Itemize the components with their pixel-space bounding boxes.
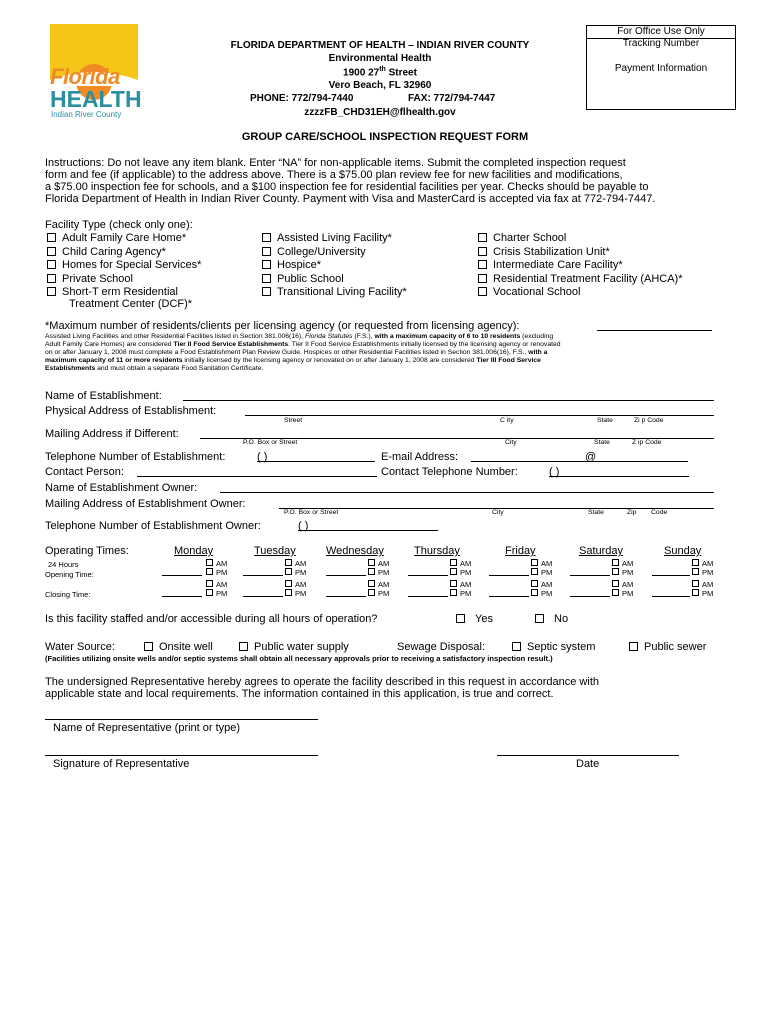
checkbox[interactable] — [285, 568, 292, 575]
day-friday: Friday — [505, 545, 536, 557]
checkbox[interactable] — [478, 233, 487, 242]
email-field[interactable] — [471, 461, 688, 462]
time-field[interactable] — [243, 596, 283, 597]
pm-label: PM — [622, 589, 634, 598]
checkbox[interactable] — [285, 559, 292, 566]
am-option[interactable] — [450, 559, 471, 568]
am-option[interactable] — [531, 559, 552, 568]
logo-county: Indian River County — [51, 110, 122, 119]
agreement-line-1: The undersigned Representative hereby agrees to operate the facility described in this request in accordance with — [45, 676, 599, 688]
facility-label: Intermediate Care Facility* — [493, 259, 623, 271]
facility-label: Charter School — [493, 232, 567, 244]
yes-label: Yes — [475, 613, 493, 625]
pm-label: PM — [295, 589, 307, 598]
facility-label: Assisted Living Facility* — [277, 232, 392, 244]
header-city: Vero Beach, FL 32960 — [328, 80, 432, 91]
am-option[interactable] — [285, 580, 306, 589]
note-bold: Establishments — [45, 365, 96, 372]
checkbox[interactable] — [368, 559, 375, 566]
facility-option-residential-treatment[interactable] — [478, 273, 683, 285]
am-option[interactable] — [285, 559, 306, 568]
facility-label: Hospice* — [277, 259, 322, 271]
pm-option[interactable] — [206, 568, 227, 577]
am-label: AM — [622, 580, 634, 589]
am-label: AM — [460, 580, 472, 589]
checkbox[interactable] — [47, 260, 56, 269]
header-email: zzzzFB_CHD31EH@flhealth.gov — [304, 107, 456, 118]
water-public-option[interactable] — [239, 641, 349, 653]
am-label: AM — [541, 580, 553, 589]
water-onsite-option[interactable] — [144, 641, 213, 653]
checkbox[interactable] — [206, 589, 213, 596]
day-tuesday: Tuesday — [254, 545, 296, 557]
pm-label: PM — [622, 568, 634, 577]
pm-option[interactable] — [206, 589, 227, 598]
date-field[interactable] — [497, 755, 679, 756]
sewage-septic-option[interactable] — [512, 641, 595, 653]
email-label: E-mail Address: — [381, 451, 459, 463]
am-label: AM — [378, 559, 390, 568]
checkbox[interactable] — [478, 260, 487, 269]
contact-person-field[interactable] — [137, 476, 377, 477]
header-address-street: Street — [385, 67, 417, 79]
checkbox[interactable] — [47, 247, 56, 256]
checkbox[interactable] — [531, 589, 538, 596]
physical-state-caption: State — [597, 417, 613, 424]
am-option[interactable] — [692, 559, 713, 568]
note-text: initially licensed by the licensing agency or renovated on or after January 1, 2008 are considered — [182, 357, 477, 364]
sewage-label: Sewage Disposal: — [397, 641, 486, 653]
checkbox[interactable] — [262, 287, 271, 296]
mailing-address-label: Mailing Address if Different: — [45, 428, 179, 440]
sewage-public-option[interactable] — [629, 641, 706, 653]
pm-label: PM — [378, 589, 390, 598]
checkbox[interactable] — [368, 580, 375, 587]
checkbox[interactable] — [450, 589, 457, 596]
mailing-po-caption: P.O. Box or Street — [243, 439, 298, 446]
am-option[interactable] — [368, 580, 389, 589]
representative-signature-field[interactable] — [45, 755, 318, 756]
instructions-line-2: form and fee (if applicable) to the address above. There is a $75.00 plan review fee for new facilities and modifications, — [45, 169, 623, 181]
time-field[interactable] — [489, 596, 529, 597]
am-option[interactable] — [612, 559, 633, 568]
facility-heading: Facility Type (check only one): — [45, 219, 193, 231]
max-residents-label: *Maximum number of residents/clients per licensing agency (or requested from licensing agency): — [45, 320, 520, 332]
checkbox[interactable] — [612, 580, 619, 587]
am-label: AM — [216, 580, 228, 589]
checkbox[interactable] — [629, 642, 638, 651]
pm-label: PM — [541, 589, 553, 598]
logo-health: HEALTH — [50, 86, 142, 112]
owner-telephone-field[interactable] — [298, 530, 438, 531]
checkbox[interactable] — [531, 568, 538, 575]
agreement-line-2: applicable state and local requirements. The information contained in this application, is true and correct. — [45, 688, 554, 700]
mailing-zip-caption: Z ip Code — [632, 439, 662, 446]
header-address — [180, 66, 580, 78]
facility-option-private-school[interactable] — [47, 273, 133, 285]
pm-label: PM — [702, 568, 714, 577]
checkbox[interactable] — [239, 642, 248, 651]
pm-option[interactable] — [531, 568, 552, 577]
physical-zip-caption: Zi p Code — [634, 417, 664, 424]
header-phone: PHONE: 772/794-7440 — [250, 93, 354, 104]
day-saturday: Saturday — [579, 545, 624, 557]
pm-option[interactable] — [612, 589, 633, 598]
physical-address-field[interactable] — [245, 415, 714, 416]
owner-telephone-paren: ( ) — [298, 520, 309, 532]
physical-address-label: Physical Address of Establishment: — [45, 405, 217, 417]
name-establishment-label: Name of Establishment: — [45, 390, 162, 402]
am-option[interactable] — [692, 580, 713, 589]
mailing-state-caption: State — [594, 439, 610, 446]
checkbox[interactable] — [531, 559, 538, 566]
owner-po-caption: P.O. Box or Street — [284, 509, 339, 516]
day-sunday: Sunday — [664, 545, 702, 557]
note-bold: maximum capacity of 11 or more residents — [45, 357, 183, 364]
checkbox[interactable] — [456, 614, 465, 623]
header-fax: FAX: 772/794-7447 — [408, 93, 496, 104]
facility-label: Child Caring Agency* — [62, 246, 166, 258]
mailing-city-caption: City — [505, 439, 517, 446]
am-option[interactable] — [612, 580, 633, 589]
note-bold: Tier II Food Service Establishments — [173, 341, 289, 348]
form-title: GROUP CARE/SCHOOL INSPECTION REQUEST FORM — [241, 131, 529, 143]
staffed-no-option[interactable] — [535, 613, 568, 625]
checkbox[interactable] — [512, 642, 521, 651]
facility-label: Transitional Living Facility* — [277, 286, 407, 298]
am-label: AM — [541, 559, 553, 568]
am-option[interactable] — [531, 580, 552, 589]
facility-option-vocational[interactable] — [478, 286, 580, 298]
checkbox[interactable] — [262, 260, 271, 269]
staffed-question: Is this facility staffed and/or accessible during all hours of operation? — [45, 613, 378, 625]
pm-label: PM — [460, 589, 472, 598]
physical-street-caption: Street — [284, 417, 303, 424]
checkbox[interactable] — [262, 247, 271, 256]
time-field[interactable] — [326, 575, 366, 576]
pm-label: PM — [460, 568, 472, 577]
pm-option[interactable] — [368, 568, 389, 577]
am-label: AM — [702, 580, 714, 589]
facility-option-crisis[interactable] — [478, 246, 610, 258]
representative-signature-label: Signature of Representative — [53, 758, 190, 770]
am-label: AM — [702, 559, 714, 568]
header-dept: Environmental Health — [328, 53, 432, 64]
representative-name-label: Name of Representative (print or type) — [53, 722, 241, 734]
note-bold: with a maximum capacity of 6 to 10 residents — [374, 333, 521, 340]
physical-city-caption: C ity — [500, 417, 514, 424]
pm-label: PM — [378, 568, 390, 577]
note-bold: with a — [528, 349, 548, 356]
email-at: @ — [585, 451, 597, 463]
checkbox[interactable] — [531, 580, 538, 587]
checkbox[interactable] — [262, 274, 271, 283]
time-field[interactable] — [570, 575, 610, 576]
note-text: . Tier II Food Service Establishments initially licensed by the licensing agency or renovated — [288, 341, 561, 348]
time-field[interactable] — [489, 575, 529, 576]
note-italic: Florida Statutes — [304, 333, 353, 340]
am-label: AM — [378, 580, 390, 589]
checkbox[interactable] — [478, 274, 487, 283]
pm-option[interactable] — [692, 589, 713, 598]
pm-option[interactable] — [285, 589, 306, 598]
operating-times-label: Operating Times: — [45, 545, 129, 557]
checkbox[interactable] — [478, 287, 487, 296]
pm-option[interactable] — [368, 589, 389, 598]
note-text: (F.S.), — [352, 333, 375, 340]
checkbox[interactable] — [692, 568, 699, 575]
am-option[interactable] — [368, 559, 389, 568]
checkbox[interactable] — [450, 580, 457, 587]
pm-option[interactable] — [531, 589, 552, 598]
representative-name-field[interactable] — [45, 719, 318, 720]
day-monday: Monday — [174, 545, 214, 557]
facility-label: Vocational School — [493, 286, 581, 298]
facility-option-assisted-living[interactable] — [262, 232, 392, 244]
max-residents-field[interactable] — [597, 330, 712, 331]
facility-option-short-term[interactable] — [47, 286, 178, 298]
pm-label: PM — [216, 589, 228, 598]
am-option[interactable] — [450, 580, 471, 589]
note-text: Assisted Living Facilities and other Residential Facilities listed in Section 381.006(16), — [45, 333, 305, 340]
checkbox[interactable] — [368, 589, 375, 596]
closing-time-label: Closing Time: — [45, 590, 91, 599]
contact-person-label: Contact Person: — [45, 466, 124, 478]
am-label: AM — [295, 580, 307, 589]
facility-label: Crisis Stabilization Unit* — [493, 246, 610, 258]
owner-mailing-label: Mailing Address of Establishment Owner: — [45, 498, 246, 510]
instructions-line-4: Florida Department of Health in Indian River County. Payment with Visa and MasterCard is accepted via fax at 772-794-7447. — [45, 193, 656, 205]
checkbox[interactable] — [692, 589, 699, 596]
header-org: FLORIDA DEPARTMENT OF HEALTH – INDIAN RIVER COUNTY — [230, 40, 530, 51]
time-field[interactable] — [408, 575, 448, 576]
pm-label: PM — [702, 589, 714, 598]
am-label: AM — [460, 559, 472, 568]
time-field[interactable] — [243, 575, 283, 576]
checkbox[interactable] — [612, 568, 619, 575]
contact-telephone-field[interactable] — [549, 476, 689, 477]
name-establishment-field[interactable] — [183, 400, 714, 401]
am-option[interactable] — [206, 559, 227, 568]
checkbox[interactable] — [262, 233, 271, 242]
facility-option-charter[interactable] — [478, 232, 566, 244]
note-text: on or after January 1, 2008 must complete a Food Establishment Plan Review Guide. Hospices or other Residential Facilities listed in Section 381.006(16), F.S., — [45, 349, 529, 356]
opening-time-label: Opening Time: — [45, 570, 94, 579]
note-bold: Tier III Food Service — [476, 357, 541, 364]
facility-option-intermediate[interactable] — [478, 259, 623, 271]
water-source-label: Water Source: — [45, 641, 115, 653]
checkbox[interactable] — [47, 274, 56, 283]
checkbox[interactable] — [285, 580, 292, 587]
max-residents-note-2 — [45, 341, 561, 348]
checkbox[interactable] — [535, 614, 544, 623]
date-label: Date — [576, 758, 600, 770]
facility-option-child-caring[interactable] — [47, 246, 166, 258]
owner-zip-caption: Zip — [627, 509, 637, 516]
checkbox[interactable] — [368, 568, 375, 575]
checkbox[interactable] — [47, 287, 56, 296]
instructions-line-3: a $75.00 inspection fee for schools, and a $100 inspection fee for residential facilities per year. Checks should be payable to — [45, 181, 649, 193]
facility-label: Adult Family Care Home* — [62, 232, 187, 244]
telephone-establishment-label: Telephone Number of Establishment: — [45, 451, 226, 463]
owner-telephone-label: Telephone Number of Establishment Owner: — [45, 520, 261, 532]
facility-label: Homes for Special Services* — [62, 259, 202, 271]
pm-label: PM — [541, 568, 553, 577]
logo-florida: Florida — [50, 64, 120, 89]
time-field[interactable] — [570, 596, 610, 597]
header-address-sup: th — [379, 66, 386, 73]
facility-option-special-services[interactable] — [47, 259, 201, 271]
owner-code-caption: Code — [651, 509, 668, 516]
facility-option-public-school[interactable] — [262, 273, 344, 285]
facility-label: Private School — [62, 273, 133, 285]
telephone-establishment-paren: ( ) — [257, 451, 268, 463]
max-residents-note-4 — [45, 357, 541, 364]
contact-telephone-paren: ( ) — [549, 466, 560, 478]
facility-option-adult-family[interactable] — [47, 232, 186, 244]
am-label: AM — [216, 559, 228, 568]
max-residents-note-3 — [45, 349, 547, 356]
checkbox[interactable] — [285, 589, 292, 596]
checkbox[interactable] — [144, 642, 153, 651]
checkbox[interactable] — [206, 580, 213, 587]
time-field[interactable] — [162, 575, 202, 576]
office-payment-label: Payment Information — [614, 63, 708, 74]
checkbox[interactable] — [692, 580, 699, 587]
facility-option-college[interactable] — [262, 246, 366, 258]
facility-option-transitional[interactable] — [262, 286, 407, 298]
max-residents-note-5 — [45, 365, 263, 372]
owner-city-caption: City — [492, 509, 504, 516]
checkbox[interactable] — [47, 233, 56, 242]
day-thursday: Thursday — [414, 545, 460, 557]
facility-short-term-extra: Treatment Center (DCF)* — [69, 298, 193, 310]
checkbox[interactable] — [478, 247, 487, 256]
checkbox[interactable] — [206, 568, 213, 575]
office-use-title: For Office Use Only — [617, 26, 705, 37]
checkbox[interactable] — [612, 589, 619, 596]
checkbox[interactable] — [206, 559, 213, 566]
facility-label: Public School — [277, 273, 344, 285]
telephone-establishment-field[interactable] — [257, 461, 375, 462]
note-text: (excluding — [520, 333, 554, 340]
header-address-num: 1900 27 — [343, 67, 380, 79]
checkbox[interactable] — [692, 559, 699, 566]
owner-state-caption: State — [588, 509, 604, 516]
am-label: AM — [295, 559, 307, 568]
contact-telephone-label: Contact Telephone Number: — [381, 466, 518, 478]
checkbox[interactable] — [450, 568, 457, 575]
pm-option[interactable] — [285, 568, 306, 577]
pm-option[interactable] — [450, 568, 471, 577]
time-field[interactable] — [652, 575, 690, 576]
day-wednesday: Wednesday — [326, 545, 384, 557]
owner-name-label: Name of Establishment Owner: — [45, 482, 198, 494]
note-text: Adult Family Care Homes) are considered — [45, 341, 174, 348]
facility-label: Short-T erm Residential — [62, 286, 178, 298]
facility-label: Residential Treatment Facility (AHCA)* — [493, 273, 683, 285]
facility-label: College/University — [277, 246, 366, 258]
office-tracking-label: Tracking Number — [622, 38, 700, 49]
am-option[interactable] — [206, 580, 227, 589]
public-water-label: Public water supply — [254, 641, 349, 653]
time-field[interactable] — [408, 596, 448, 597]
pm-option[interactable] — [612, 568, 633, 577]
owner-name-field[interactable] — [220, 492, 714, 493]
septic-label: Septic system — [527, 641, 596, 653]
pm-label: PM — [216, 568, 228, 577]
max-residents-note-1 — [45, 333, 553, 340]
note-text: and must obtain a separate Food Sanitation Certificate. — [95, 365, 264, 372]
sewer-label: Public sewer — [644, 641, 707, 653]
checkbox[interactable] — [450, 559, 457, 566]
no-label: No — [554, 613, 569, 625]
facility-option-hospice[interactable] — [262, 259, 321, 271]
pm-option[interactable] — [450, 589, 471, 598]
logo — [48, 24, 140, 120]
time-field[interactable] — [326, 596, 366, 597]
time-field[interactable] — [652, 596, 690, 597]
onsite-label: Onsite well — [159, 641, 213, 653]
instructions-line-1: Instructions: Do not leave any item blank. Enter “NA” for non-applicable items. Submit the completed inspection request — [45, 157, 626, 169]
pm-option[interactable] — [692, 568, 713, 577]
time-field[interactable] — [162, 596, 202, 597]
staffed-yes-option[interactable] — [456, 613, 493, 625]
checkbox[interactable] — [612, 559, 619, 566]
am-label: AM — [622, 559, 634, 568]
pm-label: PM — [295, 568, 307, 577]
water-note: (Facilities utilizing onsite wells and/or septic systems shall obtain all necessary approvals prior to receiving a satisfactory inspection result.) — [45, 654, 553, 663]
hours-24-label: 24 Hours — [48, 560, 79, 569]
